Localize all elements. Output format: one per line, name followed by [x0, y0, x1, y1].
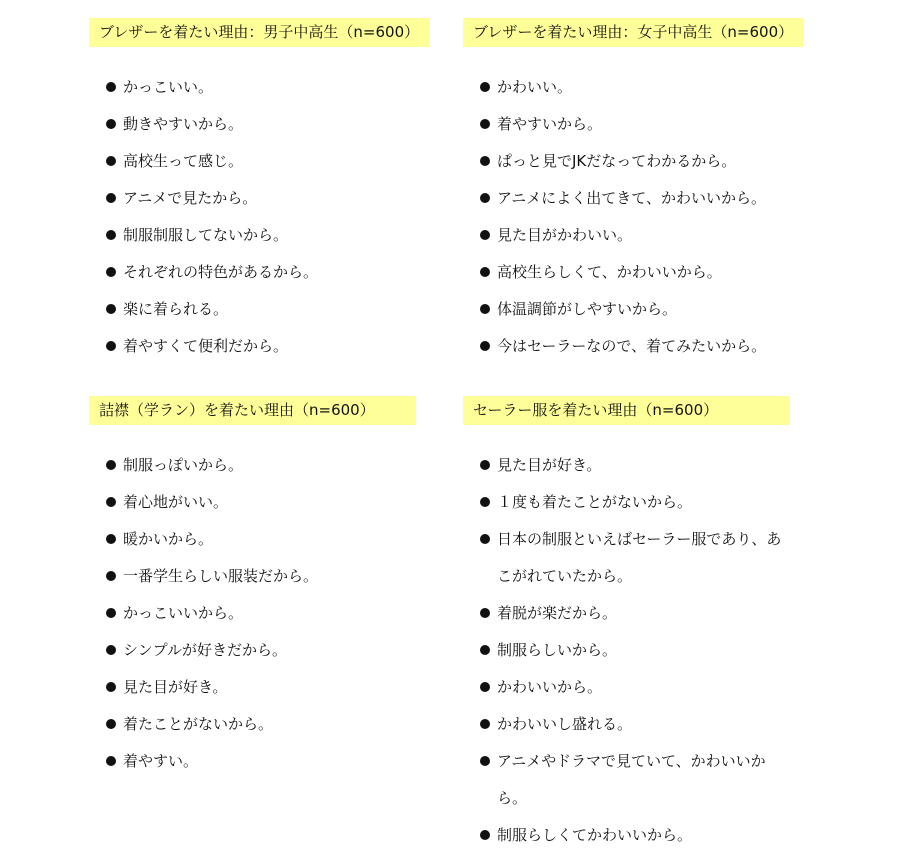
list-item-text: 楽に着られる。: [123, 300, 229, 318]
list-item-text: 見た目がかわいい。: [497, 226, 633, 244]
list-item-text: 体温調節がしやすいから。: [497, 300, 678, 318]
list-item: [89, 217, 419, 254]
list-item-text: 制服制服してないから。: [123, 226, 289, 244]
list-item: [463, 521, 793, 595]
bullet-icon: [480, 719, 490, 729]
list-item-text: かわいいし盛れる。: [497, 715, 633, 733]
bullet-icon: [480, 304, 490, 314]
bullet-icon: [480, 82, 490, 92]
bullet-icon: [106, 534, 116, 544]
reason-list: [463, 69, 793, 365]
list-item-text: 高校生って感じ。: [123, 152, 244, 170]
bullet-icon: [106, 460, 116, 470]
list-item: [463, 69, 793, 106]
list-item-text: 動きやすいから。: [123, 115, 244, 133]
bullet-icon: [106, 571, 116, 581]
bullet-icon: [480, 682, 490, 692]
bullet-icon: [106, 645, 116, 655]
list-item: [463, 632, 793, 669]
list-item: [463, 817, 793, 854]
panel-blazer-boys: [89, 18, 420, 355]
list-item: [463, 143, 793, 180]
list-item-text: それぞれの特色があるから。: [123, 263, 319, 281]
list-item: [89, 521, 419, 558]
bullet-icon: [106, 682, 116, 692]
list-item-text: 着たことがないから。: [123, 715, 274, 733]
list-item: [89, 180, 419, 217]
list-item-text: 見た目が好き。: [123, 678, 228, 696]
bullet-icon: [480, 460, 490, 470]
bullet-icon: [106, 719, 116, 729]
list-item-text: 今はセーラーなので、着てみたいから。: [497, 337, 767, 355]
list-item: [463, 447, 793, 484]
list-item: [89, 254, 419, 291]
list-item-text: 暖かいから。: [123, 530, 214, 548]
bullet-icon: [106, 82, 116, 92]
list-item: [463, 595, 793, 632]
bullet-icon: [106, 193, 116, 203]
list-item: [89, 447, 419, 484]
panel-title: ブレザーを着たい理由：男子中高生（n=600）: [89, 18, 429, 47]
list-item-text: 着やすくて便利だから。: [123, 337, 289, 355]
list-item-text: 一番学生らしい服装だから。: [123, 567, 319, 585]
list-item: [89, 328, 419, 365]
bullet-icon: [480, 645, 490, 655]
list-item: [463, 254, 793, 291]
bullet-icon: [106, 608, 116, 618]
bullet-icon: [480, 230, 490, 240]
bullet-icon: [480, 267, 490, 277]
list-item: [89, 595, 419, 632]
list-item-text: アニメによく出てきて、かわいいから。: [497, 189, 766, 207]
list-item: [463, 217, 793, 254]
list-item: [89, 669, 419, 706]
list-item-text: かわいい。: [497, 78, 573, 96]
bullet-icon: [106, 230, 116, 240]
list-item-text: シンプルが好きだから。: [123, 641, 288, 659]
bullet-icon: [480, 156, 490, 166]
bullet-icon: [480, 756, 490, 766]
list-item: [463, 743, 793, 817]
list-item-text: 着脱が楽だから。: [497, 604, 618, 622]
list-item: [89, 143, 419, 180]
bullet-icon: [480, 830, 490, 840]
list-item: [463, 328, 793, 365]
list-item-text: 着やすいから。: [497, 115, 603, 133]
panel-title: ブレザーを着たい理由：女子中高生（n=600）: [463, 18, 803, 47]
bullet-icon: [106, 119, 116, 129]
bullet-icon: [480, 534, 490, 544]
bullet-icon: [106, 304, 116, 314]
bullet-icon: [106, 756, 116, 766]
list-item-text: かわいいから。: [497, 678, 603, 696]
list-item: [89, 291, 419, 328]
panel-sailor: [463, 396, 793, 844]
bullet-icon: [106, 341, 116, 351]
bullet-icon: [480, 497, 490, 507]
panel-title: 詰襟（学ラン）を着たい理由（n=600）: [89, 396, 416, 425]
list-item: [89, 706, 419, 743]
bullet-icon: [480, 119, 490, 129]
list-item: [89, 106, 419, 143]
reason-list: [89, 69, 419, 365]
list-item: [89, 69, 419, 106]
reason-list: [463, 447, 793, 854]
list-item-text: 日本の制服といえばセーラー服であり、あこがれていたから。: [497, 530, 782, 585]
list-item: [89, 743, 419, 780]
list-item: [463, 484, 793, 521]
list-item: [463, 180, 793, 217]
reason-list: [89, 447, 419, 780]
list-item-text: 高校生らしくて、かわいいから。: [497, 263, 722, 281]
list-item-text: 制服らしくてかわいいから。: [497, 826, 693, 844]
list-item-text: 見た目が好き。: [497, 456, 602, 474]
list-item: [463, 706, 793, 743]
bullet-icon: [480, 193, 490, 203]
list-item-text: 制服らしいから。: [497, 641, 618, 659]
list-item-text: アニメで見たから。: [123, 189, 258, 207]
list-item-text: かっこいいから。: [123, 604, 244, 622]
list-item-text: 着心地がいい。: [123, 493, 229, 511]
panel-gakuran: [89, 396, 419, 770]
panel-title: セーラー服を着たい理由（n=600）: [463, 396, 790, 425]
bullet-icon: [106, 497, 116, 507]
panel-blazer-girls: [463, 18, 794, 355]
list-item-text: アニメやドラマで見ていて、かわいいから。: [497, 752, 766, 807]
list-item: [89, 558, 419, 595]
list-item: [463, 669, 793, 706]
list-item-text: 制服っぽいから。: [123, 456, 244, 474]
list-item-text: かっこいい。: [123, 78, 214, 96]
list-item: [89, 484, 419, 521]
list-item-text: １度も着たことがないから。: [497, 493, 693, 511]
bullet-icon: [480, 341, 490, 351]
bullet-icon: [106, 156, 116, 166]
list-item-text: ぱっと見でJKだなってわかるから。: [497, 152, 737, 170]
list-item: [463, 291, 793, 328]
bullet-icon: [106, 267, 116, 277]
list-item-text: 着やすい。: [123, 752, 199, 770]
bullet-icon: [480, 608, 490, 618]
list-item: [463, 106, 793, 143]
list-item: [89, 632, 419, 669]
